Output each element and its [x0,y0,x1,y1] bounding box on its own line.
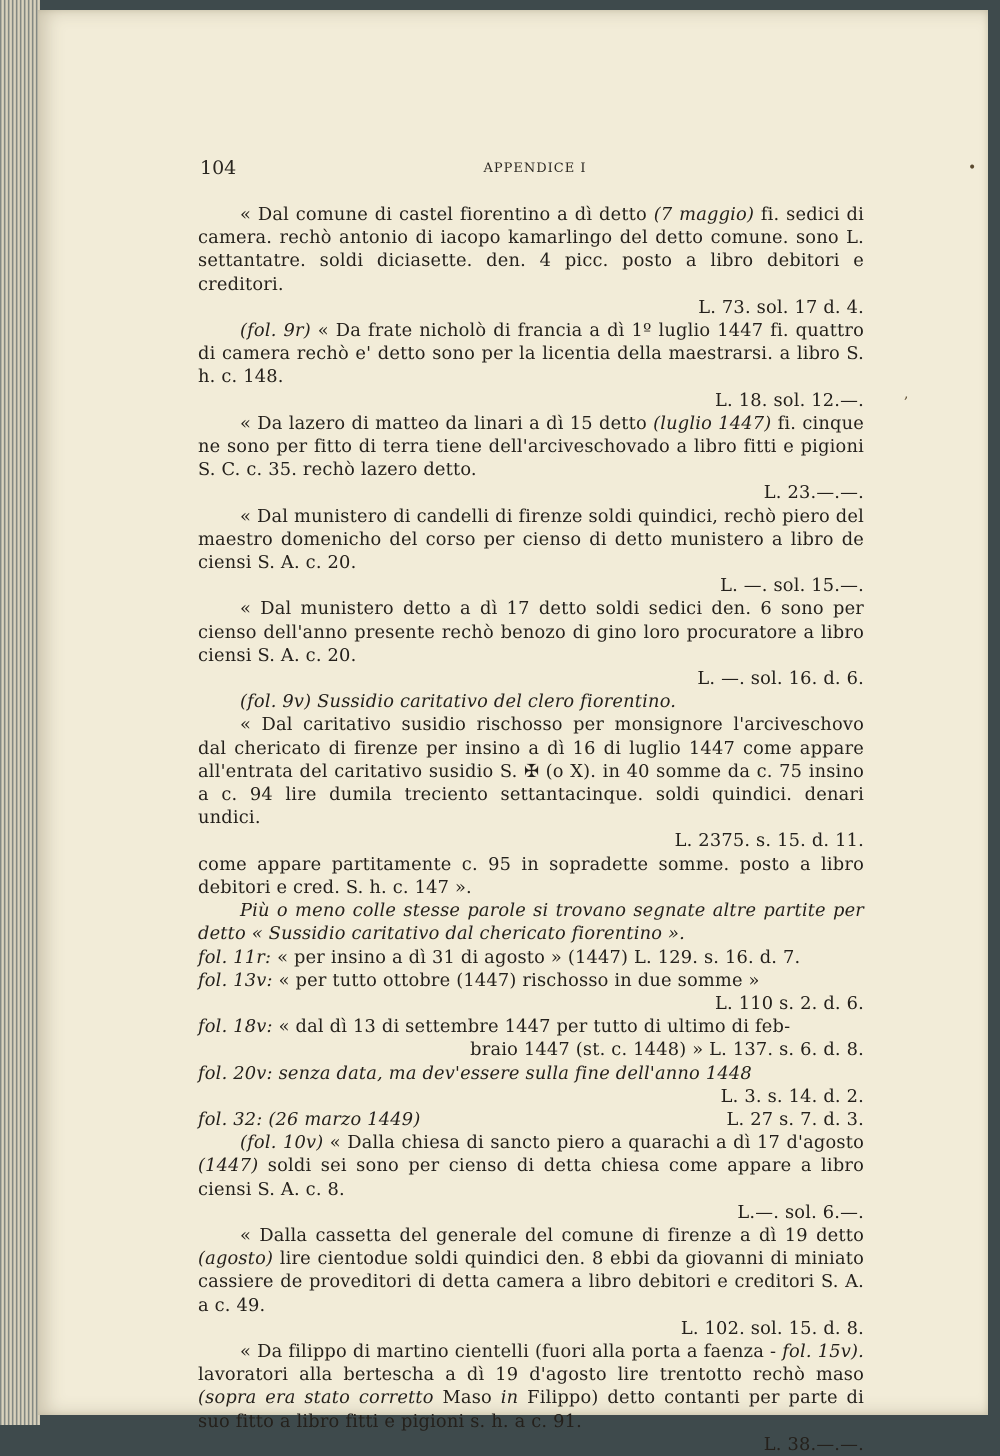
entry-frate-nicholo: (fol. 9r) « Da frate nicholò di francia a dì 1º luglio 1447 fi. quattro di camera rechò e' detto sono per la licentia della maestrarsi. a libro S. h. c. 148. L. 18. sol. 12.—. [198,320,865,411]
amount: L. —. sol. 16. d. 6. [697,668,864,690]
amount: L. 23.—.—. [763,482,864,504]
margin-mark: , [904,386,909,402]
amount: L. 3. s. 14. d. 2. [720,1085,864,1107]
amount: L. 27 s. 7. d. 3. [726,1108,864,1130]
running-title: APPENDICE I [483,161,587,176]
entry-lazero: « Da lazero di matteo da linari a dì 15 detto (luglio 1447) fi. cinque ne sono per fitto di terra tiene dell'arciveschovado a libro fitti e pigioni S. C. c. 35. rechò lazero detto. L. 23.—.—. [198,412,864,504]
amount: L. 102. sol. 15. d. 8. [680,1317,864,1339]
amount: L. 110 s. 2. d. 6. [714,992,864,1014]
editorial-note: Più o meno colle stesse parole si trovano segnate altre partite per detto « Sussidio caritativo dal chericato fiorentino ». [198,900,864,945]
entry-chiesa-quarachi: (fol. 10v) « Dalla chiesa di sancto piero a quarachi a dì 17 d'agosto (1447) soldi sei sono per cienso di detta chiesa come appare a libro ciensi S. A. c. 8. L.—. sol. 6.—. [198,1132,865,1223]
entry-cassetta-generale: « Dalla cassetta del generale del comune di firenze a dì 19 detto (agosto) lire cientodue soldi quindici den. 8 ebbi da giovanni di miniato cassiere de proveditori di detta camera a libro debitori e creditori S. A. a c. 49. L. 102. sol. 15. d. 8. [198,1224,864,1339]
entry-castel-fiorentino: « Dal comune di castel fiorentino a dì detto (7 maggio) fi. sedici di camera. rechò antonio di iacopo kamarlingo del detto comune. sono L. settantatre. soldi diciasette. den. 4 picc. posto a libro debitori e creditori. L. 73. sol. 17 d. 4. [198,204,864,318]
amount: L. —. sol. 15.—. [720,575,864,597]
amount: L.—. sol. 6.—. [737,1201,864,1223]
entry-filippo-cientelli: « Da filippo di martino cientelli (fuori alla porta a faenza - fol. 15v). lavoratori alla bertescha a dì 19 d'agosto lire trentotto rechò maso (sopra era stato corretto Maso in Filippo) detto contanti per parte di suo fitto a libro fitti e pigioni s. h. a c. 91. L. 38.—.—. [198,1340,864,1455]
list-item: fol. 20v: senza data, ma dev'essere sulla fine dell'anno 1448 L. 3. s. 14. d. 2. [198,1062,864,1107]
binding-edge [988,0,1000,1425]
document-body [198,203,864,1456]
running-header [200,157,870,183]
amount: L. 18. sol. 12.—. [715,389,864,411]
list-item: fol. 13v: « per tutto ottobre (1447) rischosso in due somme » L. 110 s. 2. d. 6. [198,969,864,1014]
list-item: fol. 11r: « per insino a dì 31 di agosto » (1447) L. 129. s. 16. d. 7. [198,946,801,968]
entry-munistero-candelli: « Dal munistero di candelli di firenze soldi quindici, rechò piero del maestro domenicho del corso per cienso di detto munistero a libro de ciensi S. A. c. 20. L. —. sol. 15.—. [198,505,864,597]
page-edges [0,0,40,1425]
list-item: fol. 18v: « dal dì 13 di settembre 1447 per tutto di ultimo di feb- braio 1447 (st. c. 1448) » L. 137. s. 6. d. 8. [198,1016,864,1061]
section-heading-sussidio: (fol. 9v) Sussidio caritativo del clero fiorentino. [240,691,677,713]
page-number: 104 [200,157,237,179]
amount: L. 73. sol. 17 d. 4. [698,296,864,318]
cross-icon: ✠ [524,760,540,782]
amount: L. 2375. s. 15. d. 11. [674,830,864,852]
entry-caritativo-susidio: « Dal caritativo susidio rischosso per monsignore l'arciveschovo dal chericato di firenze per insino a dì 16 di luglio 1447 come appare all'entrata del caritativo susidio S. ✠ (o X). in 40 somme da c. 75 insino a c. 94 lire dumila treciento settantacinque. soldi quindici. denari undici. L. 2375. s. 15. d. 11. come appare partitamente c. 95 in sopradette somme. posto a libro debitori e cred. S. h. c. 147 ». [198,714,864,898]
margin-mark: • [968,160,977,176]
amount: L. 38.—.—. [763,1433,864,1455]
list-item: fol. 32: (26 marzo 1449) L. 27 s. 7. d. 3. [198,1108,864,1130]
entry-munistero-detto: « Dal munistero detto a dì 17 detto soldi sedici den. 6 sono per cienso dell'anno presente rechò benozo di gino loro procuratore a libro ciensi S. A. c. 20. L. —. sol. 16. d. 6. [198,598,864,690]
